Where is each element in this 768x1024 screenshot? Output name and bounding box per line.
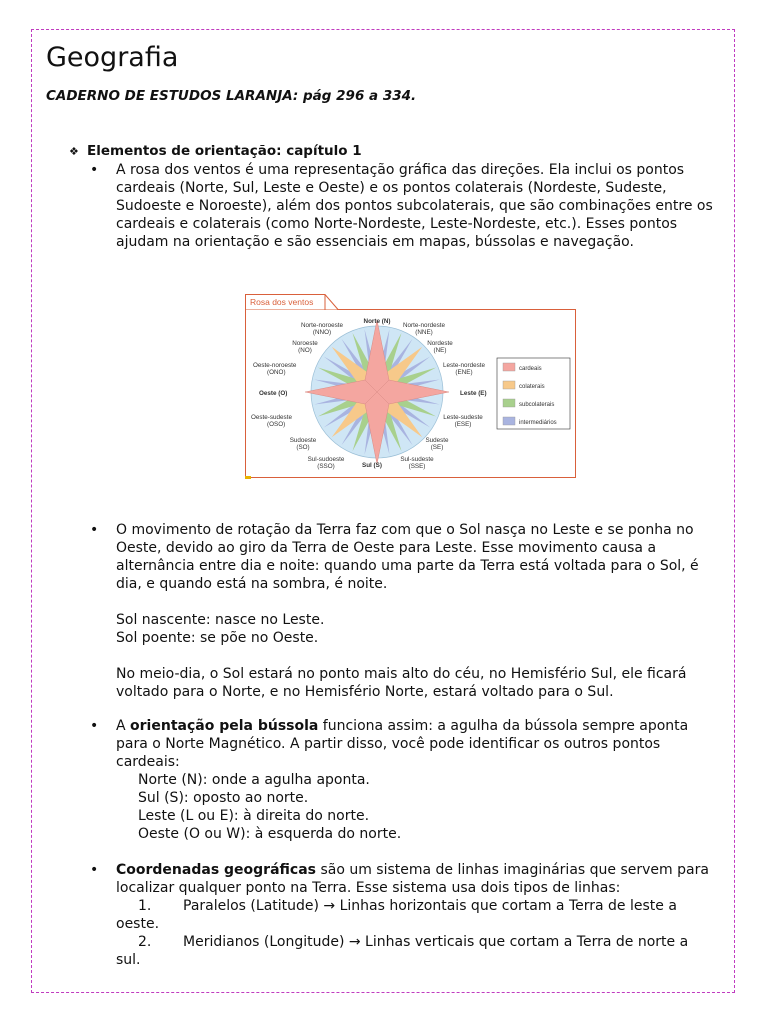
label-no-abbr: (NO) [298, 347, 312, 354]
label-no: Noroeste [292, 340, 318, 347]
label-sse-abbr: (SSE) [408, 463, 426, 470]
label-nno-abbr: (NNO) [312, 329, 332, 336]
label-ne: Nordeste [427, 340, 453, 347]
label-ne-abbr: (NE) [433, 347, 447, 354]
list-item-meridianos [116, 933, 716, 969]
label-ene: Leste-nordeste [442, 362, 486, 369]
legend [497, 358, 570, 429]
label-oso: Oeste-sudeste [251, 414, 292, 421]
section-heading-text: Elementos de orientação: capítulo 1 [87, 143, 362, 159]
list-text: Paralelos (Latitude) → Linhas horizontais que cortam a Terra de leste a oeste. [116, 898, 677, 932]
bussola-post: funciona assim: a agulha da bússola sempre aponta para o Norte Magnético. A partir disso, você pode identificar os outros pontos cardeais: [116, 718, 689, 770]
coordenadas-post: são um sistema de linhas imaginárias que servem para localizar qualquer ponto na Terra. Esse sistema usa dois tipos de linhas: [116, 862, 709, 896]
label-so-abbr: (SO) [296, 444, 310, 451]
list-number: 1. [138, 898, 152, 914]
label-se-abbr: (SE) [430, 444, 444, 451]
legend-swatch-colaterais [503, 381, 515, 389]
list-number: 2. [138, 934, 152, 950]
bullet-dot-icon: • [90, 862, 99, 878]
label-n: Norte (N) [363, 318, 391, 325]
legend-swatch-intermediarios [503, 417, 515, 425]
paragraph-coordenadas [116, 861, 716, 969]
compass-line-sul: Sul (S): oposto ao norte. [138, 790, 309, 806]
legend-label-intermediarios: intermediários [519, 420, 557, 426]
section-heading [69, 143, 362, 159]
rotacao-text: O movimento de rotação da Terra faz com que o Sol nasça no Leste e se ponha no Oeste, devido ao giro da Terra de Oeste para Leste. Esse movimento causa a alternância entre dia e noite: quando uma parte da Terra está voltada para o Sol, é dia, e quando está na sombra, é noite. [116, 522, 699, 592]
compass-line-norte: Norte (N): onde a agulha aponta. [138, 772, 370, 788]
page-title: Geografia [46, 42, 179, 73]
label-nno: Norte-noroeste [301, 322, 343, 329]
label-se: Sudeste [425, 437, 449, 444]
label-so: Sudoeste [289, 437, 317, 444]
label-sso: Sul-sudoeste [307, 456, 345, 463]
label-sso-abbr: (SSO) [317, 463, 335, 470]
compass-rose-figure [245, 293, 577, 479]
legend-label-cardeais: cardeais [519, 366, 542, 372]
legend-swatch-cardeais [503, 363, 515, 371]
legend-swatch-subcolaterais [503, 399, 515, 407]
meio-dia-text: No meio-dia, o Sol estará no ponto mais alto do céu, no Hemisfério Sul, ele ficará voltado para o Norte, e no Hemisfério Norte, estará voltado para o Sul. [116, 666, 687, 700]
label-ese-abbr: (ESE) [454, 421, 472, 428]
sol-nascente-text: Sol nascente: nasce no Leste. [116, 612, 325, 628]
paragraph-bussola [116, 717, 716, 843]
label-ono: Oeste-noroeste [253, 362, 297, 369]
label-l: Leste (E) [460, 390, 487, 397]
list-text: Meridianos (Longitude) → Linhas verticais que cortam a Terra de norte a sul. [116, 934, 689, 968]
label-o: Oeste (O) [259, 390, 288, 397]
figure-tab-label: Rosa dos ventos [250, 297, 314, 307]
bullet-dot-icon: • [90, 718, 99, 734]
label-nne: Norte-nordeste [403, 322, 445, 329]
label-nne-abbr: (NNE) [415, 329, 433, 336]
legend-label-subcolaterais: subcolaterais [519, 402, 555, 408]
bullet-dot-icon: • [90, 162, 99, 178]
label-oso-abbr: (OSO) [267, 421, 286, 428]
compass-line-leste: Leste (L ou E): à direita do norte. [138, 808, 370, 824]
label-ono-abbr: (ONO) [267, 369, 286, 376]
label-ene-abbr: (ENE) [455, 369, 473, 376]
bullet-dot-icon: • [90, 522, 99, 538]
label-sse: Sul-sudeste [400, 456, 434, 463]
coordenadas-bold: Coordenadas geográficas [116, 862, 316, 878]
paragraph-rosa-dos-ventos: A rosa dos ventos é uma representação gráfica das direções. Ela inclui os pontos cardeais (Norte, Sul, Leste e Oeste) e os pontos colaterais (Nordeste, Sudeste, Sudoeste e Noroeste), além dos pontos subcolaterais, que são combinações entre os cardeais e colaterais (como Norte-Nordeste, Leste-Nordeste, etc.). Esses pontos ajudam na orientação e são essenciais em mapas, bússolas e navegação. [116, 162, 713, 250]
bussola-bold: orientação pela bússola [130, 718, 319, 734]
paragraph-rotacao [116, 521, 716, 701]
compass-line-oeste: Oeste (O ou W): à esquerda do norte. [138, 826, 402, 842]
diamond-bullet-icon: ❖ [69, 145, 79, 158]
legend-label-colaterais: colaterais [519, 384, 545, 390]
label-s: Sul (S) [362, 462, 382, 469]
label-ese: Leste-sudeste [443, 414, 483, 421]
bussola-pre: A [116, 718, 131, 734]
sol-poente-text: Sol poente: se põe no Oeste. [116, 630, 319, 646]
page-subtitle: CADERNO DE ESTUDOS LARANJA: pág 296 a 334. [46, 88, 417, 104]
list-item-paralelos [116, 897, 716, 933]
